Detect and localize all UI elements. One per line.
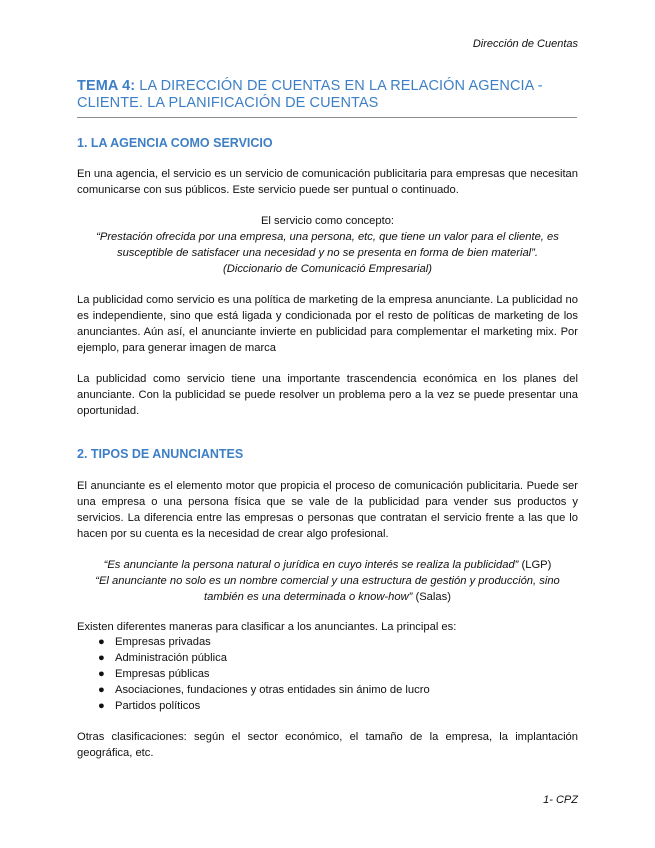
section-2-paragraph-2: Existen diferentes maneras para clasificar a los anunciantes. La principal es: — [77, 621, 457, 633]
quote-1-text: “Es anunciante la persona natural o jurídica en cuyo interés se realiza la publicidad” — [103, 559, 519, 571]
bullet-icon: ● — [98, 700, 105, 712]
bullet-icon: ● — [98, 668, 105, 680]
section-1-paragraph-3: La publicidad como servicio tiene una importante trascendencia económica en los planes del anunciante. Con la publicidad se puede resolver un problema pero a la vez se puede presentar una oportunidad. — [77, 373, 578, 417]
bullet-icon: ● — [98, 636, 105, 648]
section-2-paragraph-3: Otras clasificaciones: según el sector económico, el tamaño de la empresa, la implantación geográfica, etc. — [77, 731, 578, 759]
list-item: ● Partidos políticos — [98, 700, 201, 712]
page-footer: 1- CPZ — [543, 794, 578, 806]
list-item: ● Empresas públicas — [98, 668, 210, 680]
title-text: LA DIRECCIÓN DE CUENTAS EN LA RELACIÓN AGENCIA - CLIENTE. LA PLANIFICACIÓN DE CUENTAS — [77, 78, 543, 111]
anunciante-quote-1 — [77, 557, 578, 573]
list-item: ● Asociaciones, fundaciones y otras entidades sin ánimo de lucro — [98, 684, 430, 696]
section-1-heading: 1. LA AGENCIA COMO SERVICIO — [77, 136, 273, 150]
bullet-icon: ● — [98, 652, 105, 664]
section-2-paragraph-1: El anunciante es el elemento motor que propicia el proceso de comunicación publicitaria. Puede ser una empresa o una persona física que se vale de la publicidad para vender sus productos y servicios. La diferencia entre las empresas o personas que contratan el servicio frente a las que lo hacen por su cuenta es la necesidad de crear algo profesional. — [77, 480, 578, 540]
section-1-paragraph-1: En una agencia, el servicio es un servicio de comunicación publicitaria para empresas que necesitan comunicarse con sus públicos. Este servicio puede ser puntual o continuado. — [77, 168, 578, 196]
title-prefix: TEMA 4: — [77, 78, 136, 94]
section-1-paragraph-2: La publicidad como servicio es una política de marketing de la empresa anunciante. La publicidad no es independiente, sino que está ligada y condicionada por el resto de políticas de marketing de los anunciantes. Aún así, el anunciante invierte en publicidad para complementar el marketing mix. Por ejemplo, para generar imagen de marca — [77, 294, 578, 354]
anunciante-quote-2 — [82, 573, 573, 605]
anunciante-types-list — [77, 634, 430, 714]
quote-2-text: “El anunciante no solo es un nombre comercial y una estructura de gestión y producción, sino también es una determinada o know-how” — [95, 575, 560, 603]
concept-quote-text: “Prestación ofrecida por una empresa, una persona, etc, que tiene un valor para el cliente, es susceptible de satisfacer una necesidad y no se presenta en forma de bien material”. — [96, 231, 559, 259]
quote-2-source: (Salas) — [412, 591, 451, 603]
page-title — [77, 78, 577, 118]
bullet-icon: ● — [98, 684, 105, 696]
page-header: Dirección de Cuentas — [472, 38, 578, 50]
concept-quote-source: (Diccionario de Comunicació Empresarial) — [223, 263, 432, 275]
section-2-heading: 2. TIPOS DE ANUNCIANTES — [77, 447, 244, 461]
list-item: ● Empresas privadas — [98, 636, 211, 648]
concept-quote-title: El servicio como concepto: — [260, 215, 395, 227]
quote-1-source: (LGP) — [518, 559, 552, 571]
list-item: ● Administración pública — [98, 652, 227, 664]
